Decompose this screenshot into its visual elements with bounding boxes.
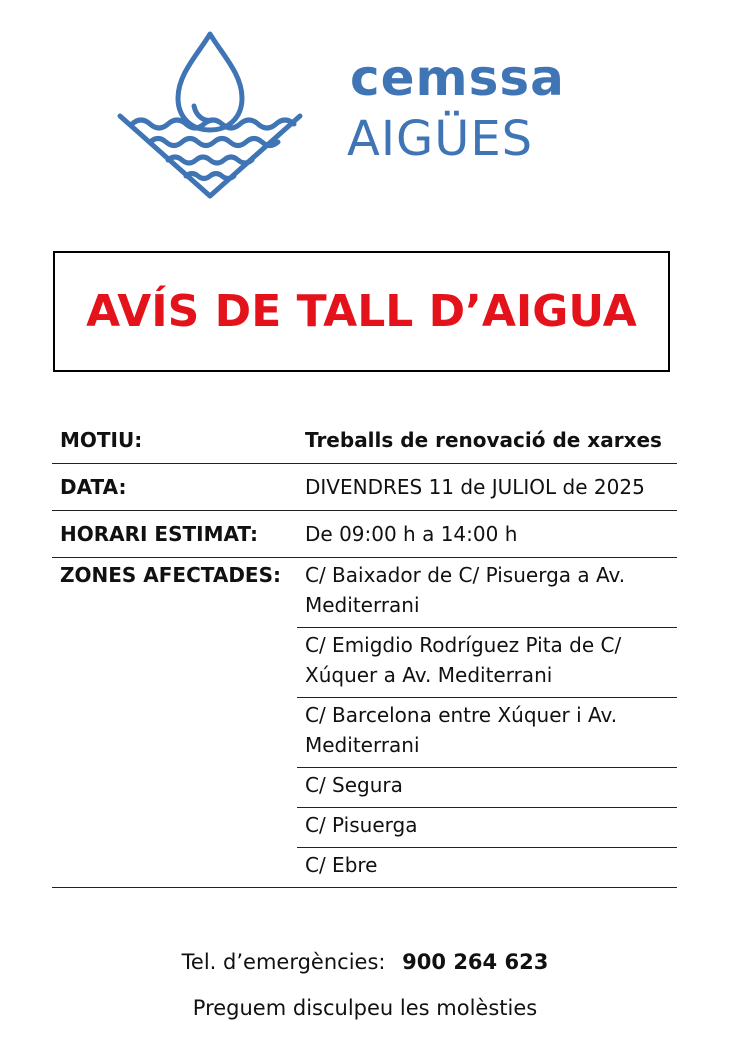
table-row-data: [52, 464, 677, 511]
zone-item: C/ Segura: [297, 768, 677, 808]
apology-text: Preguem disculpeu les molèsties: [192, 996, 538, 1020]
brand-subtitle: AIGÜES: [347, 111, 534, 167]
table-row-zones: [52, 558, 677, 888]
brand-name: cemssa: [350, 49, 565, 107]
data-value: DIVENDRES 11 de JULIOL de 2025: [297, 464, 677, 511]
zone-item: C/ Barcelona entre Xúquer i Av. Mediterrani: [297, 698, 677, 768]
notice-title: AVÍS DE TALL D’AIGUA: [86, 286, 637, 337]
zones-label: ZONES AFECTADES:: [52, 558, 297, 888]
zone-item: C/ Pisuerga: [297, 808, 677, 848]
details-table: [52, 417, 677, 888]
zone-item: C/ Emigdio Rodríguez Pita de C/ Xúquer a Av. Mediterrani: [297, 628, 677, 698]
data-label: DATA:: [52, 464, 297, 511]
notice-title-box: [53, 251, 670, 372]
tel-label: Tel. d’emergències:: [181, 950, 386, 974]
zone-item: C/ Ebre: [305, 853, 378, 877]
water-drop-logo-icon: [112, 26, 308, 202]
emergency-phone-line: [0, 950, 730, 974]
zone-item: C/ Baixador de C/ Pisuerga a Av. Mediterrani: [297, 558, 677, 628]
horari-value: De 09:00 h a 14:00 h: [297, 511, 677, 558]
table-row-horari: [52, 511, 677, 558]
zones-list: [297, 558, 677, 888]
table-row-motiu: [52, 417, 677, 464]
motiu-label: MOTIU:: [52, 417, 297, 464]
horari-label: HORARI ESTIMAT:: [52, 511, 297, 558]
tel-number[interactable]: 900 264 623: [402, 950, 549, 974]
motiu-value: Treballs de renovació de xarxes: [297, 417, 677, 464]
